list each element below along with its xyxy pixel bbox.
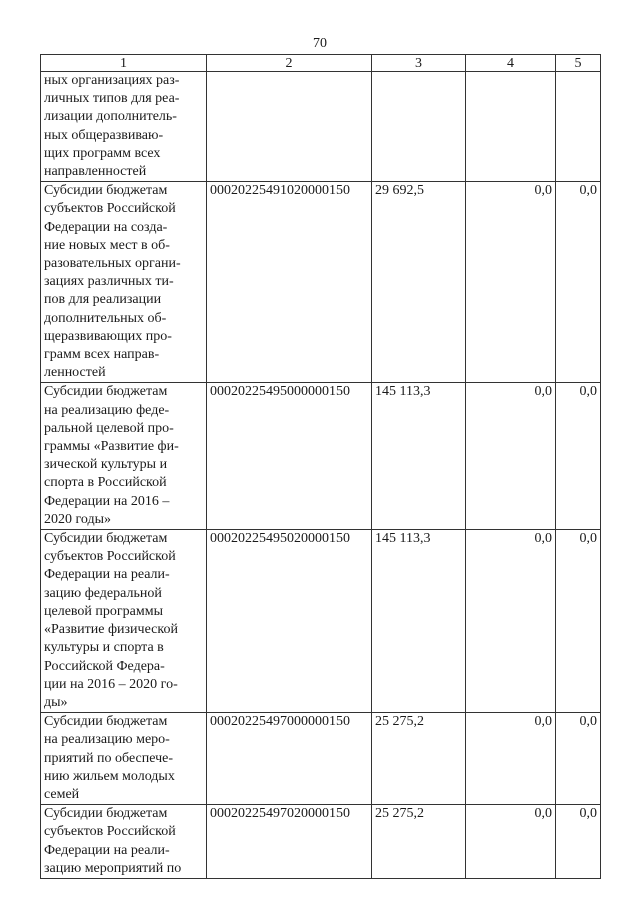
table-row bbox=[41, 182, 601, 383]
row-name-line: субъектов Российской bbox=[44, 549, 176, 565]
row-name-line: 2020 годы» bbox=[44, 511, 112, 527]
row-name-cell bbox=[41, 72, 207, 182]
amount-cell: 145 113,3 bbox=[372, 530, 466, 713]
row-name-line: щеразвивающих про- bbox=[44, 328, 172, 344]
row-name-line: нию жильем молодых bbox=[44, 768, 175, 784]
row-name-line: ральной целевой про- bbox=[44, 420, 174, 436]
column-header-5: 5 bbox=[556, 55, 601, 72]
row-name-line: личных типов для реа- bbox=[44, 91, 180, 107]
row-name-line: ды» bbox=[44, 694, 68, 710]
row-name-line: ных организациях раз- bbox=[44, 73, 180, 88]
row-name-line: ленностей bbox=[44, 365, 106, 381]
col5-cell: 0,0 bbox=[556, 713, 601, 805]
row-name-line: ных общеразвиваю- bbox=[44, 127, 164, 143]
amount-cell bbox=[372, 72, 466, 182]
amount-cell: 145 113,3 bbox=[372, 383, 466, 530]
col4-cell: 0,0 bbox=[466, 805, 556, 879]
amount-cell: 25 275,2 bbox=[372, 713, 466, 805]
row-name-line: зацию мероприятий по bbox=[44, 860, 182, 876]
row-name-line: субъектов Российской bbox=[44, 824, 176, 840]
col4-cell: 0,0 bbox=[466, 530, 556, 713]
row-name-line: лизации дополнитель- bbox=[44, 109, 177, 125]
table-header-row bbox=[41, 55, 601, 72]
row-name-line: семей bbox=[44, 786, 80, 802]
row-name-line: на реализацию феде- bbox=[44, 402, 170, 418]
row-name-line: приятий по обеспече- bbox=[44, 750, 174, 766]
col5-cell: 0,0 bbox=[556, 530, 601, 713]
row-name-line: разовательных органи- bbox=[44, 256, 181, 272]
col4-cell bbox=[466, 72, 556, 182]
col5-cell: 0,0 bbox=[556, 805, 601, 879]
col5-cell: 0,0 bbox=[556, 383, 601, 530]
row-name-line: культуры и спорта в bbox=[44, 640, 164, 656]
row-name-line: пов для реализации bbox=[44, 292, 162, 308]
column-header-2: 2 bbox=[207, 55, 372, 72]
row-name-line: дополнительных об- bbox=[44, 310, 167, 326]
col4-cell: 0,0 bbox=[466, 182, 556, 383]
row-name-line: грамм всех направ- bbox=[44, 347, 160, 363]
row-name-line: Субсидии бюджетам bbox=[44, 384, 168, 400]
column-header-1: 1 bbox=[41, 55, 207, 72]
table-row bbox=[41, 72, 601, 182]
col5-cell: 0,0 bbox=[556, 182, 601, 383]
budget-code-cell bbox=[207, 72, 372, 182]
row-name-line: Федерации на реали- bbox=[44, 842, 170, 858]
column-header-4: 4 bbox=[466, 55, 556, 72]
row-name-cell bbox=[41, 182, 207, 383]
row-name-line: субъектов Российской bbox=[44, 201, 176, 217]
budget-table bbox=[40, 54, 601, 879]
budget-code-cell: 00020225495020000150 bbox=[207, 530, 372, 713]
budget-code-cell: 00020225497020000150 bbox=[207, 805, 372, 879]
row-name-line: ции на 2016 – 2020 го- bbox=[44, 676, 178, 692]
row-name-line: Субсидии бюджетам bbox=[44, 806, 168, 822]
col4-cell: 0,0 bbox=[466, 713, 556, 805]
row-name-line: Субсидии бюджетам bbox=[44, 714, 168, 730]
table-row bbox=[41, 713, 601, 805]
row-name-line: Субсидии бюджетам bbox=[44, 183, 168, 199]
row-name-line: Российской Федера- bbox=[44, 658, 165, 674]
table-row bbox=[41, 805, 601, 879]
row-name-line: зацию федеральной bbox=[44, 585, 162, 601]
row-name-line: зациях различных ти- bbox=[44, 274, 174, 290]
row-name-line: целевой программы bbox=[44, 603, 163, 619]
budget-code-cell: 00020225497000000150 bbox=[207, 713, 372, 805]
amount-cell: 25 275,2 bbox=[372, 805, 466, 879]
col5-cell bbox=[556, 72, 601, 182]
row-name-line: Федерации на реали- bbox=[44, 567, 170, 583]
table-row bbox=[41, 383, 601, 530]
column-header-3: 3 bbox=[372, 55, 466, 72]
row-name-line: Федерации на созда- bbox=[44, 219, 168, 235]
page-number: 70 bbox=[313, 36, 327, 51]
row-name-line: направленностей bbox=[44, 164, 147, 180]
row-name-line: граммы «Развитие фи- bbox=[44, 439, 179, 455]
row-name-cell bbox=[41, 383, 207, 530]
row-name-line: ние новых мест в об- bbox=[44, 237, 170, 253]
col4-cell: 0,0 bbox=[466, 383, 556, 530]
budget-code-cell: 00020225495000000150 bbox=[207, 383, 372, 530]
table-row bbox=[41, 530, 601, 713]
row-name-line: на реализацию меро- bbox=[44, 732, 170, 748]
row-name-line: спорта в Российской bbox=[44, 475, 167, 491]
row-name-cell bbox=[41, 713, 207, 805]
budget-code-cell: 00020225491020000150 bbox=[207, 182, 372, 383]
row-name-line: щих программ всех bbox=[44, 145, 161, 161]
row-name-cell bbox=[41, 805, 207, 879]
row-name-cell bbox=[41, 530, 207, 713]
row-name-line: Федерации на 2016 – bbox=[44, 493, 170, 509]
row-name-line: Субсидии бюджетам bbox=[44, 531, 168, 547]
row-name-line: «Развитие физической bbox=[44, 622, 178, 638]
amount-cell: 29 692,5 bbox=[372, 182, 466, 383]
row-name-line: зической культуры и bbox=[44, 457, 168, 473]
